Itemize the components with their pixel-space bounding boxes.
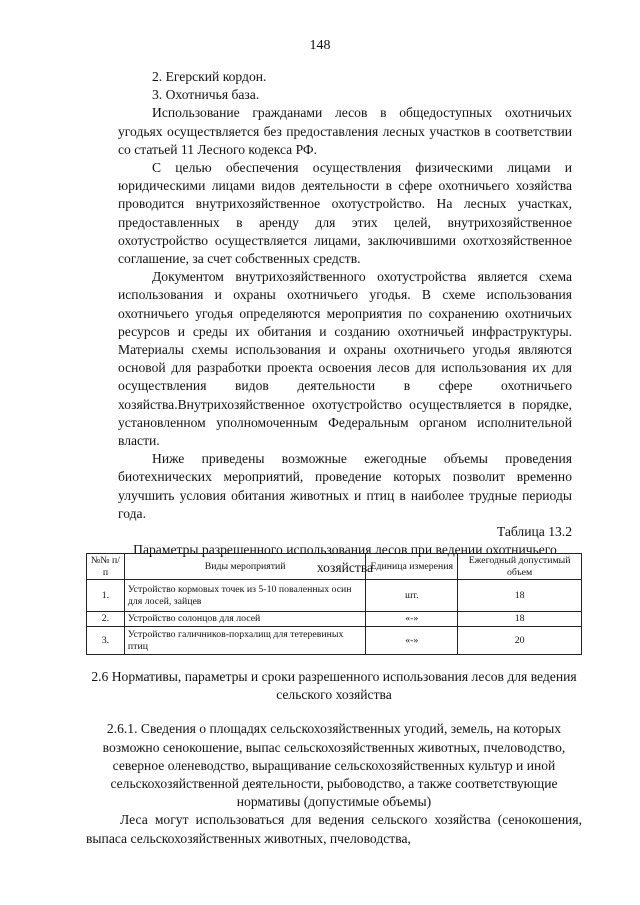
cell-volume: 18 bbox=[458, 612, 582, 627]
table-title: Параметры разрешенного использования лесов при ведении охотничьего хозяйства bbox=[133, 542, 557, 576]
list-item: 3. Охотничья база. bbox=[152, 87, 260, 103]
section-text bbox=[86, 668, 582, 848]
table-header-row bbox=[87, 554, 582, 580]
main-text bbox=[118, 68, 572, 578]
section-subheading: 2.6.1. Сведения о площадях сельскохозяйственных угодий, земель, на которых возможно сенокошение, выпас сельскохозяйственных животных, пчеловодство, северное оленеводство, выращивание сельскохозяйственных культур и иной сельскохозяйственной деятельности, рыбоводство, а также соответствующие нормативы (допустимые объемы) bbox=[102, 721, 566, 810]
page-number: 148 bbox=[309, 38, 331, 53]
cell-unit: шт. bbox=[366, 580, 458, 612]
paragraph: С целью обеспечения осуществления физическими лицами и юридическими лицами видов деятельности в сфере охотничьего хозяйства проводится внутрихозяйственное охотустройство. На лесных участках, предоставленных в аренду для этих целей, внутрихозяйственное охотустройство осуществляется лицами, заключившими охотхозяйственное соглашение, за счет собственных средств. bbox=[118, 160, 572, 267]
cell-activity: Устройство солонцов для лосей bbox=[124, 612, 365, 627]
paragraph: Леса могут использоваться для ведения сельского хозяйства (сенокошения, выпаса сельскохозяйственных животных, пчеловодства, bbox=[86, 812, 582, 846]
table-label: Таблица 13.2 bbox=[496, 524, 572, 540]
spacer bbox=[86, 704, 582, 720]
table-row bbox=[87, 627, 582, 655]
parameters-table bbox=[86, 553, 582, 655]
paragraph: Документом внутрихозяйственного охотустройства является схема использования и охраны охотничьего угодья. В схеме использования охотничьего угодья определяются мероприятия по сохранению охотничьих ресурсов и среды их обитания и созданию охотничьей инфраструктуры. Материалы схемы использования и охраны охотничьего угодья являются основой для разработки проекта освоения лесов для использования их для осуществления видов деятельности в сфере охотничьего хозяйства.Внутрихозяйственное охотустройство осуществляется в порядке, установленном уполномоченным Федеральным органом исполнительной власти. bbox=[118, 269, 572, 449]
header-num: №№ п/п bbox=[87, 554, 125, 580]
cell-activity: Устройство галичников-порхалищ для тетеревиных птиц bbox=[124, 627, 365, 655]
cell-num: 1. bbox=[87, 580, 125, 612]
cell-num: 3. bbox=[87, 627, 125, 655]
cell-activity: Устройство кормовых точек из 5-10 поваленных осин для лосей, зайцев bbox=[124, 580, 365, 612]
header-volume: Ежегодный допустимый объем bbox=[458, 554, 582, 580]
header-unit: Единица измерения bbox=[366, 554, 458, 580]
cell-volume: 20 bbox=[458, 627, 582, 655]
paragraph: Использование гражданами лесов в общедоступных охотничьих угодьях осуществляется без предоставления лесных участков в соответствии со статьей 11 Лесного кодекса РФ. bbox=[118, 105, 572, 157]
table-row bbox=[87, 580, 582, 612]
cell-volume: 18 bbox=[458, 580, 582, 612]
cell-unit: «-» bbox=[366, 627, 458, 655]
paragraph: Ниже приведены возможные ежегодные объемы проведения биотехнических мероприятий, проведение которых позволит временно улучшить условия обитания животных и птиц в наиболее трудные периоды года. bbox=[118, 451, 572, 521]
list-item: 2. Егерский кордон. bbox=[152, 69, 267, 84]
header-activity: Виды мероприятий bbox=[124, 554, 365, 580]
table-row bbox=[87, 612, 582, 627]
cell-num: 2. bbox=[87, 612, 125, 627]
cell-unit: «-» bbox=[366, 612, 458, 627]
section-heading: 2.6 Нормативы, параметры и сроки разрешенного использования лесов для ведения сельского хозяйства bbox=[91, 669, 577, 703]
